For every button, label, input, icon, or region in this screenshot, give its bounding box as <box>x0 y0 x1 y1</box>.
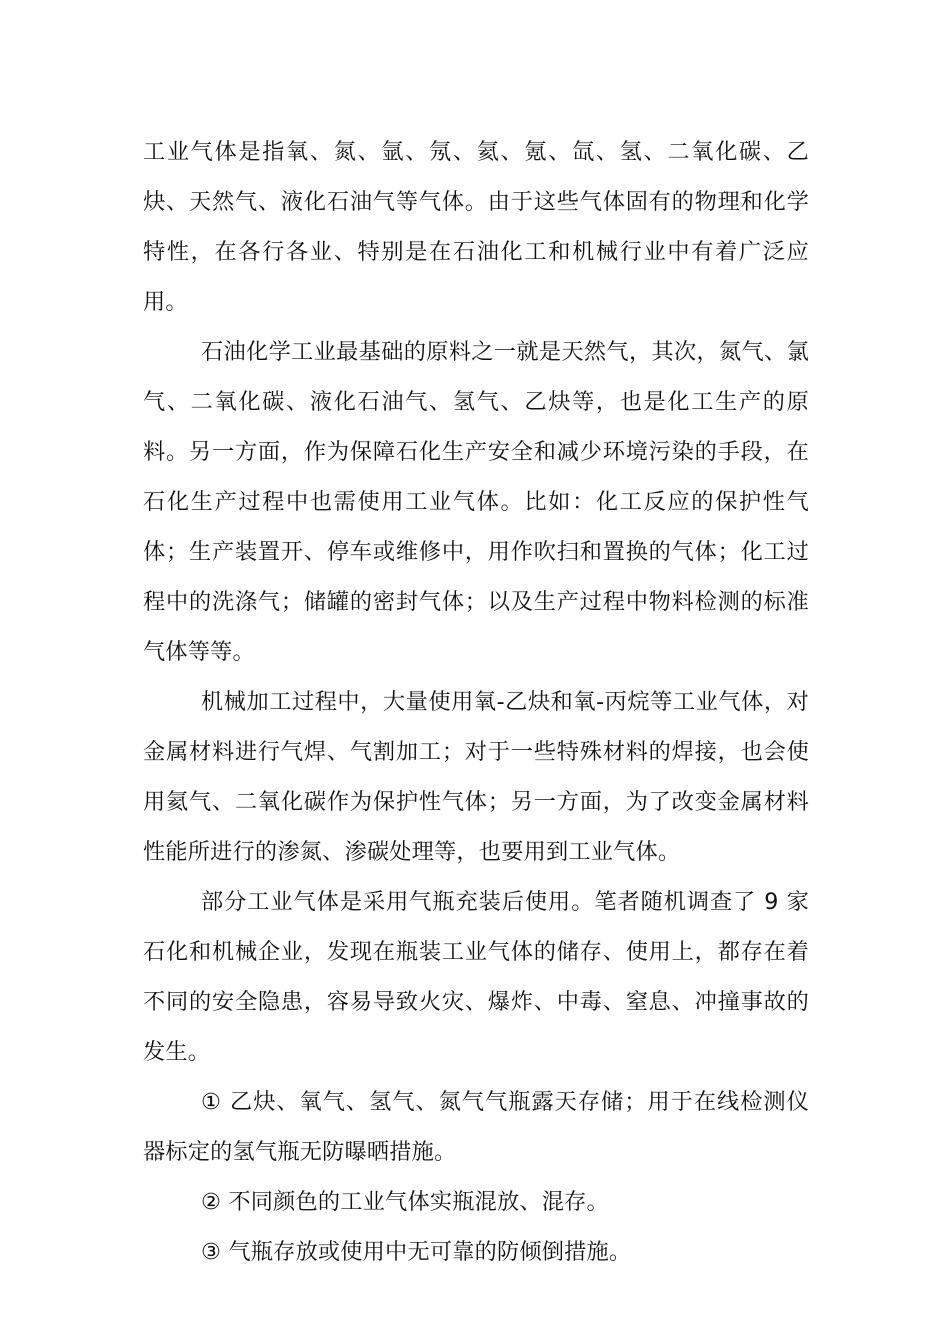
paragraph-machining-use: 机械加工过程中，大量使用氧-乙炔和氧-丙烷等工业气体，对金属材料进行气焊、气割加工；对于一些特殊材料的焊接，也会使用氦气、二氧化碳作为保护性气体；另一方面，为了改变金属材料性能所进行的渗氮、渗碳处理等，也要用到工业气体。 <box>143 689 809 865</box>
paragraph-petrochemical-use: 石油化学工业最基础的原料之一就是天然气，其次，氮气、氯气、二氧化碳、液化石油气、氢气、乙炔等，也是化工生产的原料。另一方面，作为保障石化生产安全和减少环境污染的手段，在石化生产过程中也需使用工业气体。比如：化工反应的保护性气体；生产装置开、停车或维修中，用作吹扫和置换的气体；化工过程中的洗涤气；储罐的密封气体；以及生产过程中物料检测的标准气体等等。 <box>143 339 809 665</box>
document-body <box>143 127 809 1277</box>
paragraph-industrial-gases-definition: 工业气体是指氧、氮、氩、氖、氦、氪、氙、氢、二氧化碳、乙炔、天然气、液化石油气等气体。由于这些气体固有的物理和化学特性，在各行各业、特别是在石油化工和机械行业中有着广泛应用。 <box>143 139 809 315</box>
list-item-1: ① 乙炔、氧气、氢气、氮气气瓶露天存储；用于在线检测仪器标定的氢气瓶无防曝晒措施。 <box>143 1089 809 1165</box>
paragraph-cylinder-survey: 部分工业气体是采用气瓶充装后使用。笔者随机调查了 9 家石化和机械企业，发现在瓶装工业气体的储存、使用上，都存在着不同的安全隐患，容易导致火灾、爆炸、中毒、窒息、冲撞事故的发生。 <box>143 889 809 1065</box>
list-item-3: ③ 气瓶存放或使用中无可靠的防倾倒措施。 <box>201 1239 632 1265</box>
list-item-2: ② 不同颜色的工业气体实瓶混放、混存。 <box>201 1189 609 1215</box>
